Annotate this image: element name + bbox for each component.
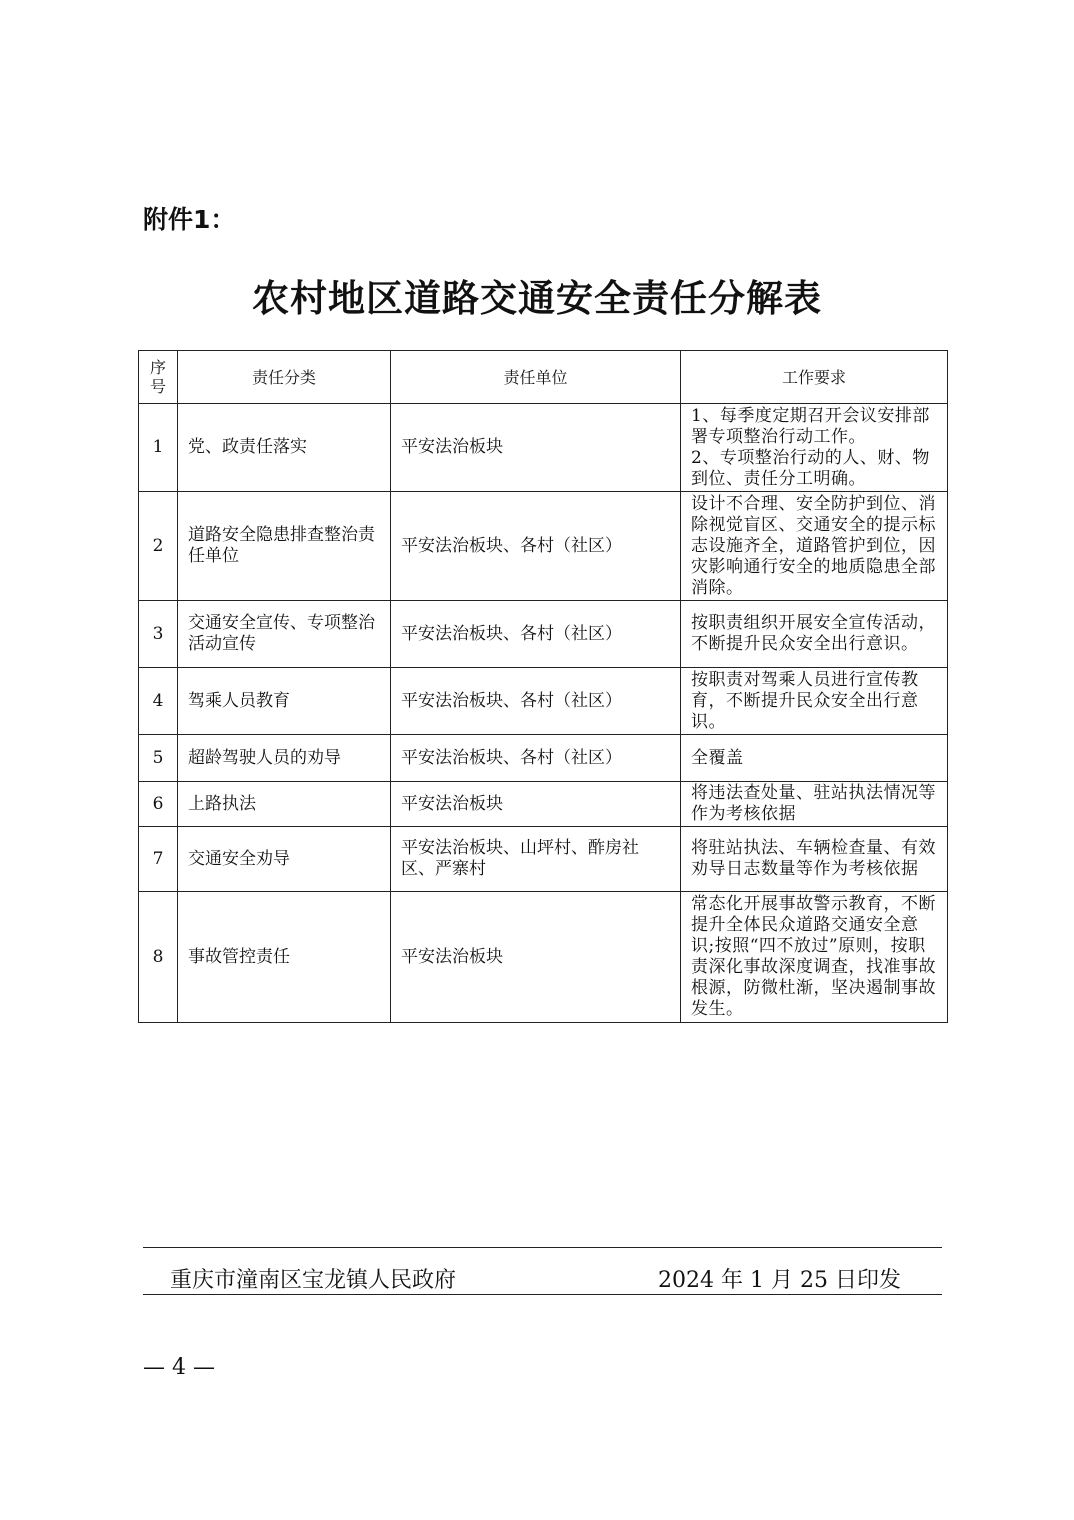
footer-date: 2024 年 1 月 25 日印发 (658, 1268, 901, 1293)
row-requirement: 将违法查处量、驻站执法情况等作为考核依据 (681, 782, 948, 827)
row-number: 2 (139, 492, 178, 601)
row-requirement: 全覆盖 (681, 735, 948, 782)
responsibility-table (138, 350, 948, 1023)
row-number: 8 (139, 892, 178, 1023)
row-category: 交通安全宣传、专项整治活动宣传 (178, 601, 391, 668)
row-unit: 平安法治板块、各村（社区） (391, 668, 681, 735)
table-row (139, 601, 948, 668)
row-category: 道路安全隐患排查整治责任单位 (178, 492, 391, 601)
row-requirement: 将驻站执法、车辆检查量、有效劝导日志数量等作为考核依据 (681, 827, 948, 892)
row-unit: 平安法治板块、各村（社区） (391, 601, 681, 668)
header-index: 序号 (139, 351, 178, 404)
row-number: 7 (139, 827, 178, 892)
header-requirement: 工作要求 (681, 351, 948, 404)
table-row (139, 827, 948, 892)
attachment-label: 附件1： (143, 205, 236, 234)
row-requirement: 按职责对驾乘人员进行宣传教育，不断提升民众安全出行意识。 (681, 668, 948, 735)
row-category: 驾乘人员教育 (178, 668, 391, 735)
row-requirement: 1、每季度定期召开会议安排部署专项整治行动工作。 2、专项整治行动的人、财、物到位、责任分工明确。 (681, 404, 948, 492)
table-header-row (139, 351, 948, 404)
footer-issuer: 重庆市潼南区宝龙镇人民政府 (170, 1268, 457, 1293)
footer-top-rule (143, 1247, 942, 1248)
row-number: 3 (139, 601, 178, 668)
row-category: 事故管控责任 (178, 892, 391, 1023)
row-category: 党、政责任落实 (178, 404, 391, 492)
table-row (139, 492, 948, 601)
row-requirement: 按职责组织开展安全宣传活动，不断提升民众安全出行意识。 (681, 601, 948, 668)
row-number: 1 (139, 404, 178, 492)
footer-bottom-rule (143, 1294, 942, 1295)
row-category: 上路执法 (178, 782, 391, 827)
table-row (139, 735, 948, 782)
row-category: 交通安全劝导 (178, 827, 391, 892)
table-row (139, 782, 948, 827)
document-title: 农村地区道路交通安全责任分解表 (252, 277, 822, 320)
row-number: 5 (139, 735, 178, 782)
table-row (139, 404, 948, 492)
row-unit: 平安法治板块、各村（社区） (391, 492, 681, 601)
row-number: 6 (139, 782, 178, 827)
row-category: 超龄驾驶人员的劝导 (178, 735, 391, 782)
page-number: — 4 — (143, 1355, 215, 1380)
header-category: 责任分类 (178, 351, 391, 404)
row-unit: 平安法治板块、山坪村、酢房社区、严寨村 (391, 827, 681, 892)
table-row (139, 892, 948, 1023)
row-unit: 平安法治板块 (391, 404, 681, 492)
row-unit: 平安法治板块、各村（社区） (391, 735, 681, 782)
row-unit: 平安法治板块 (391, 782, 681, 827)
table-row (139, 668, 948, 735)
row-requirement: 常态化开展事故警示教育，不断提升全体民众道路交通安全意识;按照“四不放过”原则，按职责深化事故深度调查，找准事故根源，防微杜渐，坚决遏制事故发生。 (681, 892, 948, 1023)
row-number: 4 (139, 668, 178, 735)
header-unit: 责任单位 (391, 351, 681, 404)
row-requirement: 设计不合理、安全防护到位、消除视觉盲区、交通安全的提示标志设施齐全，道路管护到位，因灾影响通行安全的地质隐患全部消除。 (681, 492, 948, 601)
row-unit: 平安法治板块 (391, 892, 681, 1023)
